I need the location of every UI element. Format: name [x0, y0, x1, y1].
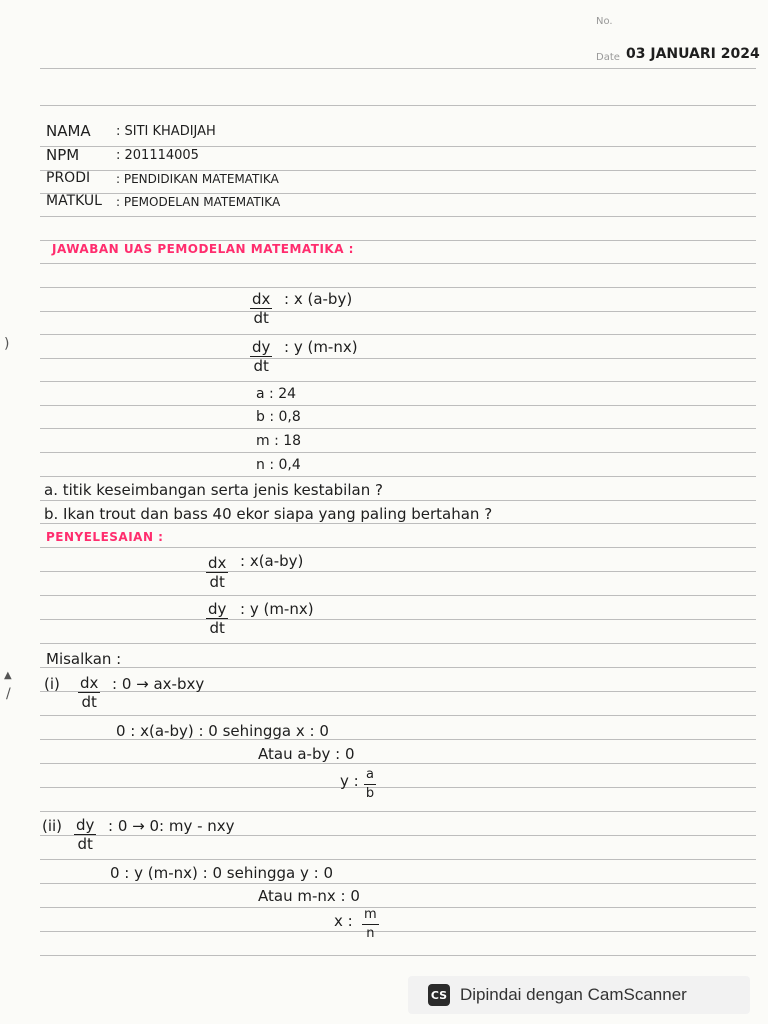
solution-eq1-rhs: : x(a-by) — [240, 552, 304, 570]
case-i-label: (i) — [44, 675, 60, 693]
model-eq2-rhs: : y (m-nx) — [284, 338, 358, 356]
camscanner-watermark — [408, 976, 750, 1014]
fraction-denominator: dt — [81, 693, 97, 711]
date-label: Date — [596, 52, 620, 63]
matkul-label: MATKUL — [46, 193, 102, 209]
case-i-rhs: : 0 → ax-bxy — [112, 675, 205, 693]
model-eq2-fraction — [250, 338, 272, 375]
date-value: 03 JANUARI 2024 — [626, 46, 760, 62]
margin-mark: / — [6, 686, 11, 702]
case-ii-line3-lhs: x : — [334, 912, 353, 930]
fraction-numerator: dx — [208, 554, 227, 572]
fraction-denominator: dt — [209, 573, 225, 591]
case-ii-label: (ii) — [42, 817, 63, 835]
fraction-numerator: dx — [80, 674, 99, 692]
fraction-numerator: dy — [252, 338, 271, 356]
case-ii-fraction — [74, 816, 96, 853]
question-a: a. titik keseimbangan serta jenis kestabilan ? — [44, 481, 383, 499]
margin-mark: ▲ — [4, 670, 12, 681]
case-ii-rhs: : 0 → 0: my - nxy — [108, 817, 235, 835]
solution-eq2-fraction — [206, 600, 228, 637]
margin-mark: ) — [4, 336, 10, 352]
param-n: n : 0,4 — [256, 457, 301, 473]
prodi-label: PRODI — [46, 170, 91, 186]
case-i-line3-lhs: y : — [340, 772, 359, 790]
case-i-line3-fraction — [364, 766, 376, 803]
solution-heading: PENYELESAIAN : — [46, 530, 164, 544]
fraction-denominator: dt — [209, 619, 225, 637]
fraction-denominator: dt — [253, 309, 269, 327]
name-label: NAMA — [46, 122, 91, 140]
fraction-denominator: b — [365, 786, 375, 801]
model-eq1-fraction — [250, 290, 272, 327]
param-a: a : 24 — [256, 386, 297, 402]
question-b: b. Ikan trout dan bass 40 ekor siapa yang paling bertahan ? — [44, 505, 493, 523]
case-ii-line3-fraction — [362, 906, 379, 943]
fraction-numerator: dy — [208, 600, 227, 618]
fraction-numerator: dy — [76, 816, 95, 834]
case-i-line2: Atau a-by : 0 — [258, 745, 355, 763]
case-i-line1: 0 : x(a-by) : 0 sehingga x : 0 — [116, 722, 329, 740]
matkul-value: : PEMODELAN MATEMATIKA — [116, 195, 281, 209]
solution-eq2-rhs: : y (m-nx) — [240, 600, 314, 618]
name-value: : SITI KHADIJAH — [116, 124, 216, 139]
fraction-numerator: m — [362, 906, 379, 925]
fraction-numerator: a — [364, 766, 376, 785]
fraction-denominator: dt — [77, 835, 93, 853]
page-title: JAWABAN UAS PEMODELAN MATEMATIKA : — [52, 242, 354, 256]
case-ii-line1: 0 : y (m-nx) : 0 sehingga y : 0 — [110, 864, 334, 882]
prodi-value: : PENDIDIKAN MATEMATIKA — [116, 172, 279, 186]
npm-label: NPM — [46, 146, 80, 164]
param-m: m : 18 — [256, 433, 302, 449]
watermark-text: Dipindai dengan CamScanner — [460, 985, 687, 1004]
npm-value: : 201114005 — [116, 148, 199, 163]
model-eq1-rhs: : x (a-by) — [284, 290, 353, 308]
case-ii-line2: Atau m-nx : 0 — [258, 887, 360, 905]
fraction-denominator: dt — [253, 357, 269, 375]
camscanner-logo-icon: CS — [428, 984, 450, 1006]
fraction-numerator: dx — [252, 290, 271, 308]
no-label: No. — [596, 16, 613, 27]
solution-eq1-fraction — [206, 554, 228, 591]
fraction-denominator: n — [366, 926, 375, 941]
param-b: b : 0,8 — [256, 409, 301, 425]
case-i-fraction — [78, 674, 100, 711]
misalkan-label: Misalkan : — [46, 650, 122, 668]
